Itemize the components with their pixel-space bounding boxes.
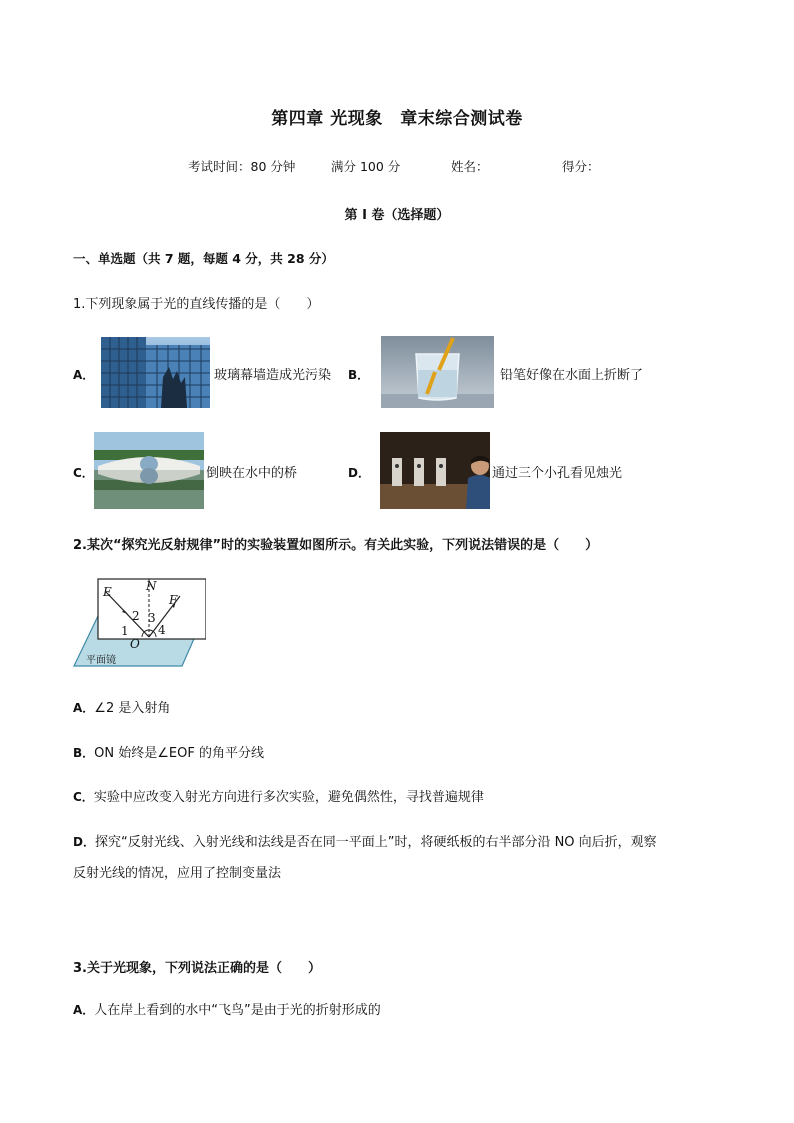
q1-option-a-text: 玻璃幕墙造成光污染 [214, 368, 332, 383]
q3-option-a [73, 995, 381, 1026]
q1-option-d-letter: D． [348, 466, 370, 480]
pencil-in-water-image [381, 336, 494, 408]
q2-option-b-text: ON 始终是∠EOF 的角平分线 [94, 746, 264, 761]
q2-option-d-letter: D． [73, 835, 95, 849]
q1-option-d-text: 通过三个小孔看见烛光 [492, 466, 623, 481]
part-heading: 一、单选题（共 7 题，每题 4 分，共 28 分） [73, 251, 334, 266]
q1-option-b-text: 铅笔好像在水面上折断了 [500, 368, 644, 383]
reflection-diagram [72, 574, 206, 670]
label-angle-1: 1 [121, 624, 129, 638]
section-title: 第 I 卷（选择题） [344, 208, 450, 223]
q1-option-c-text: 倒映在水中的桥 [206, 466, 298, 481]
grade-label: 得分： [562, 159, 600, 174]
q3-option-a-letter: A． [73, 1003, 95, 1017]
full-score: 满分 100 分 [331, 159, 401, 174]
exam-time: 考试时间：80 分钟 [188, 159, 296, 174]
glass-building-image [101, 337, 210, 408]
q2-option-a-text: ∠2 是入射角 [94, 701, 171, 716]
label-n: N [146, 579, 157, 593]
label-angle-2: 2 [132, 609, 140, 623]
label-e: E [103, 585, 112, 599]
q2-option-c-text: 实验中应改变入射光方向进行多次实验，避免偶然性，寻找普遍规律 [93, 790, 484, 805]
q1-option-b-letter: B． [348, 368, 370, 382]
question-1-stem: 1.下列现象属于光的直线传播的是（ ） [73, 297, 320, 312]
label-angle-3: 3 [148, 611, 156, 625]
label-angle-4: 4 [158, 623, 166, 637]
question-2-stem: 2.某次“探究光反射规律”时的实验装置如图所示。有关此实验，下列说法错误的是（ ） [73, 538, 599, 553]
q1-option-a-letter: A． [73, 368, 95, 382]
q2-option-c [73, 782, 484, 813]
q2-option-c-letter: C． [73, 790, 94, 804]
q1-option-c-letter: C． [73, 466, 94, 480]
q2-option-d [73, 827, 657, 858]
label-f: F [169, 593, 178, 607]
label-o: O [130, 637, 140, 651]
q2-option-b-letter: B． [73, 746, 95, 760]
q2-option-a [73, 693, 170, 724]
q3-option-a-text: 人在岸上看到的水中“飞鸟”是由于光的折射形成的 [94, 1003, 381, 1018]
q2-option-d-text: 探究“反射光线、入射光线和法线是否在同一平面上”时，将硬纸板的右半部分沿 NO 向后折，观察 [94, 835, 657, 850]
q2-option-d-continued: 反射光线的情况，应用了控制变量法 [73, 866, 282, 881]
label-mirror: 平面镜 [86, 655, 116, 666]
name-label: 姓名： [451, 159, 489, 174]
q2-option-a-letter: A． [73, 701, 95, 715]
page-title: 第四章 光现象 章末综合测试卷 [271, 109, 523, 129]
question-3-stem: 3.关于光现象，下列说法正确的是（ ） [73, 961, 321, 976]
three-holes-candle-image [380, 432, 490, 509]
bridge-reflection-image [94, 432, 204, 509]
q2-option-b [73, 738, 264, 769]
